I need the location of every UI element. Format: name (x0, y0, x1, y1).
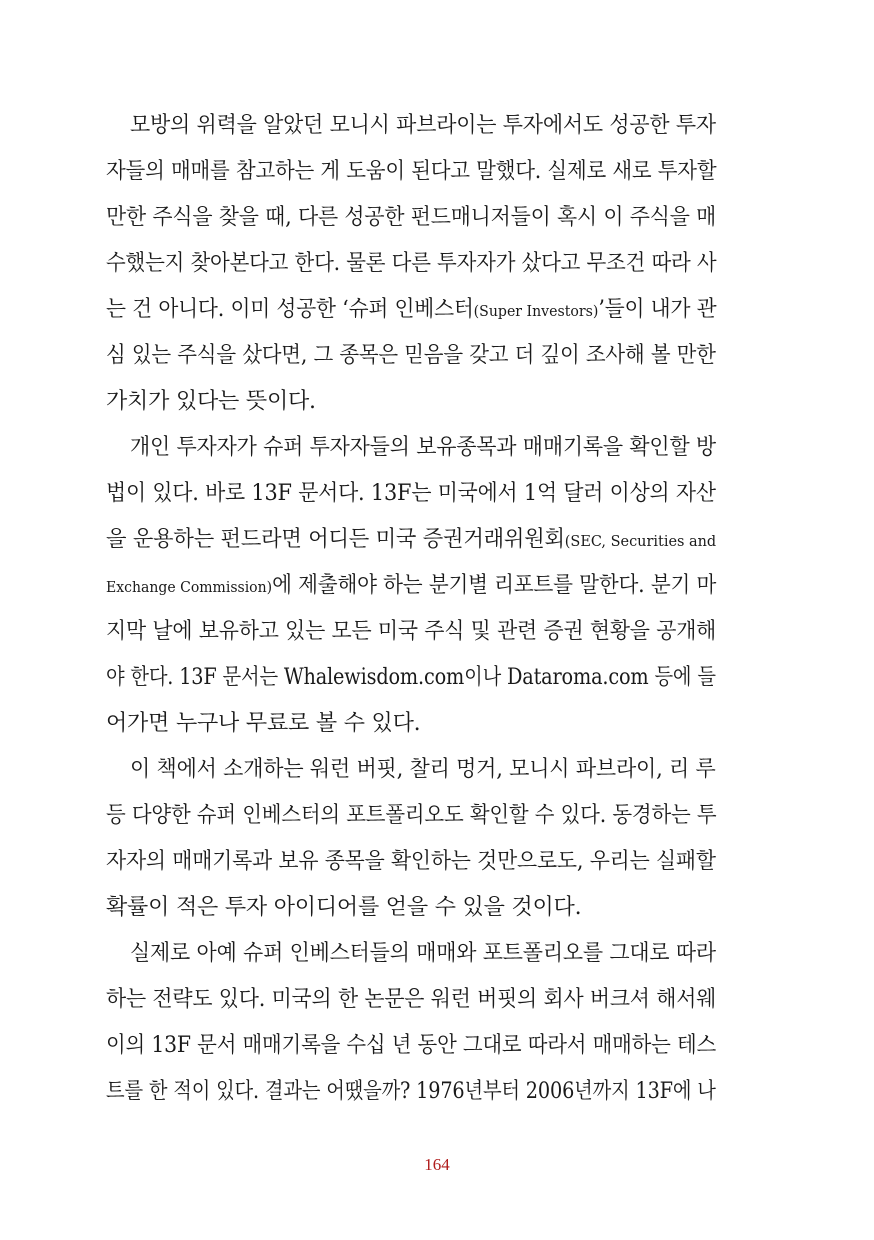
text-line: 이 책에서 소개하는 워런 버핏, 찰리 멍거, 모니시 파브라이, 리 루 (130, 757, 716, 782)
text-line: 모방의 위력을 알았던 모니시 파브라이는 투자에서도 성공한 투자 (130, 113, 716, 138)
text-line: 자들의 매매를 참고하는 게 도움이 된다고 말했다. 실제로 새로 투자할 (106, 159, 717, 184)
text-line (106, 290, 716, 330)
annotation-english: (Super Investors) (473, 302, 599, 320)
text-run: 에 제출해야 하는 분기별 리포트를 말한다. 분기 마 (272, 573, 717, 598)
text-line: 하는 전략도 있다. 미국의 한 논문은 워런 버핏의 회사 버크셔 해서웨 (106, 987, 717, 1012)
text-line (106, 566, 716, 606)
text-line: 지막 날에 보유하고 있는 모든 미국 주식 및 관련 증권 현황을 공개해 (106, 619, 717, 644)
text-line: 확률이 적은 투자 아이디어를 얻을 수 있을 것이다. (106, 895, 582, 920)
text-line: 법이 있다. 바로 13F 문서다. 13F는 미국에서 1억 달러 이상의 자산 (106, 481, 716, 506)
text-line: 자자의 매매기록과 보유 종목을 확인하는 것만으로도, 우리는 실패할 (106, 849, 716, 874)
text-line: 트를 한 적이 있다. 결과는 어땠을까? 1976년부터 2006년까지 13F에 나 (106, 1079, 716, 1104)
text-line: 실제로 아예 슈퍼 인베스터들의 매매와 포트폴리오를 그대로 따라 (130, 941, 716, 966)
text-run: 는 건 아니다. 이미 성공한 ‘슈퍼 인베스터 (106, 297, 474, 322)
text-line: 이의 13F 문서 매매기록을 수십 년 동안 그대로 따라서 매매하는 테스 (106, 1033, 716, 1058)
text-line: 만한 주식을 찾을 때, 다른 성공한 펀드매니저들이 혹시 이 주식을 매 (106, 205, 717, 230)
annotation-english: (SEC, Securities and (564, 532, 717, 550)
page-number: 164 (424, 1155, 450, 1174)
text-line: 수했는지 찾아본다고 한다. 물론 다른 투자자가 샀다고 무조건 따라 사 (106, 251, 717, 276)
text-line: 개인 투자자가 슈퍼 투자자들의 보유종목과 매매기록을 확인할 방 (130, 435, 716, 460)
text-line: 야 한다. 13F 문서는 Whalewisdom.com이나 Dataroma.com 등에 들 (106, 665, 716, 690)
text-run: ’들이 내가 관 (598, 297, 717, 322)
annotation-english: Exchange Commission) (106, 578, 273, 596)
text-line: 가치가 있다는 뜻이다. (106, 389, 316, 414)
text-line: 어가면 누구나 무료로 볼 수 있다. (106, 711, 421, 736)
text-line: 심 있는 주식을 샀다면, 그 종목은 믿음을 갖고 더 깊이 조사해 볼 만한 (106, 343, 716, 368)
text-line (106, 520, 716, 560)
text-line: 등 다양한 슈퍼 인베스터의 포트폴리오도 확인할 수 있다. 동경하는 투 (106, 803, 717, 828)
text-run: 을 운용하는 펀드라면 어디든 미국 증권거래위원회 (106, 527, 565, 552)
